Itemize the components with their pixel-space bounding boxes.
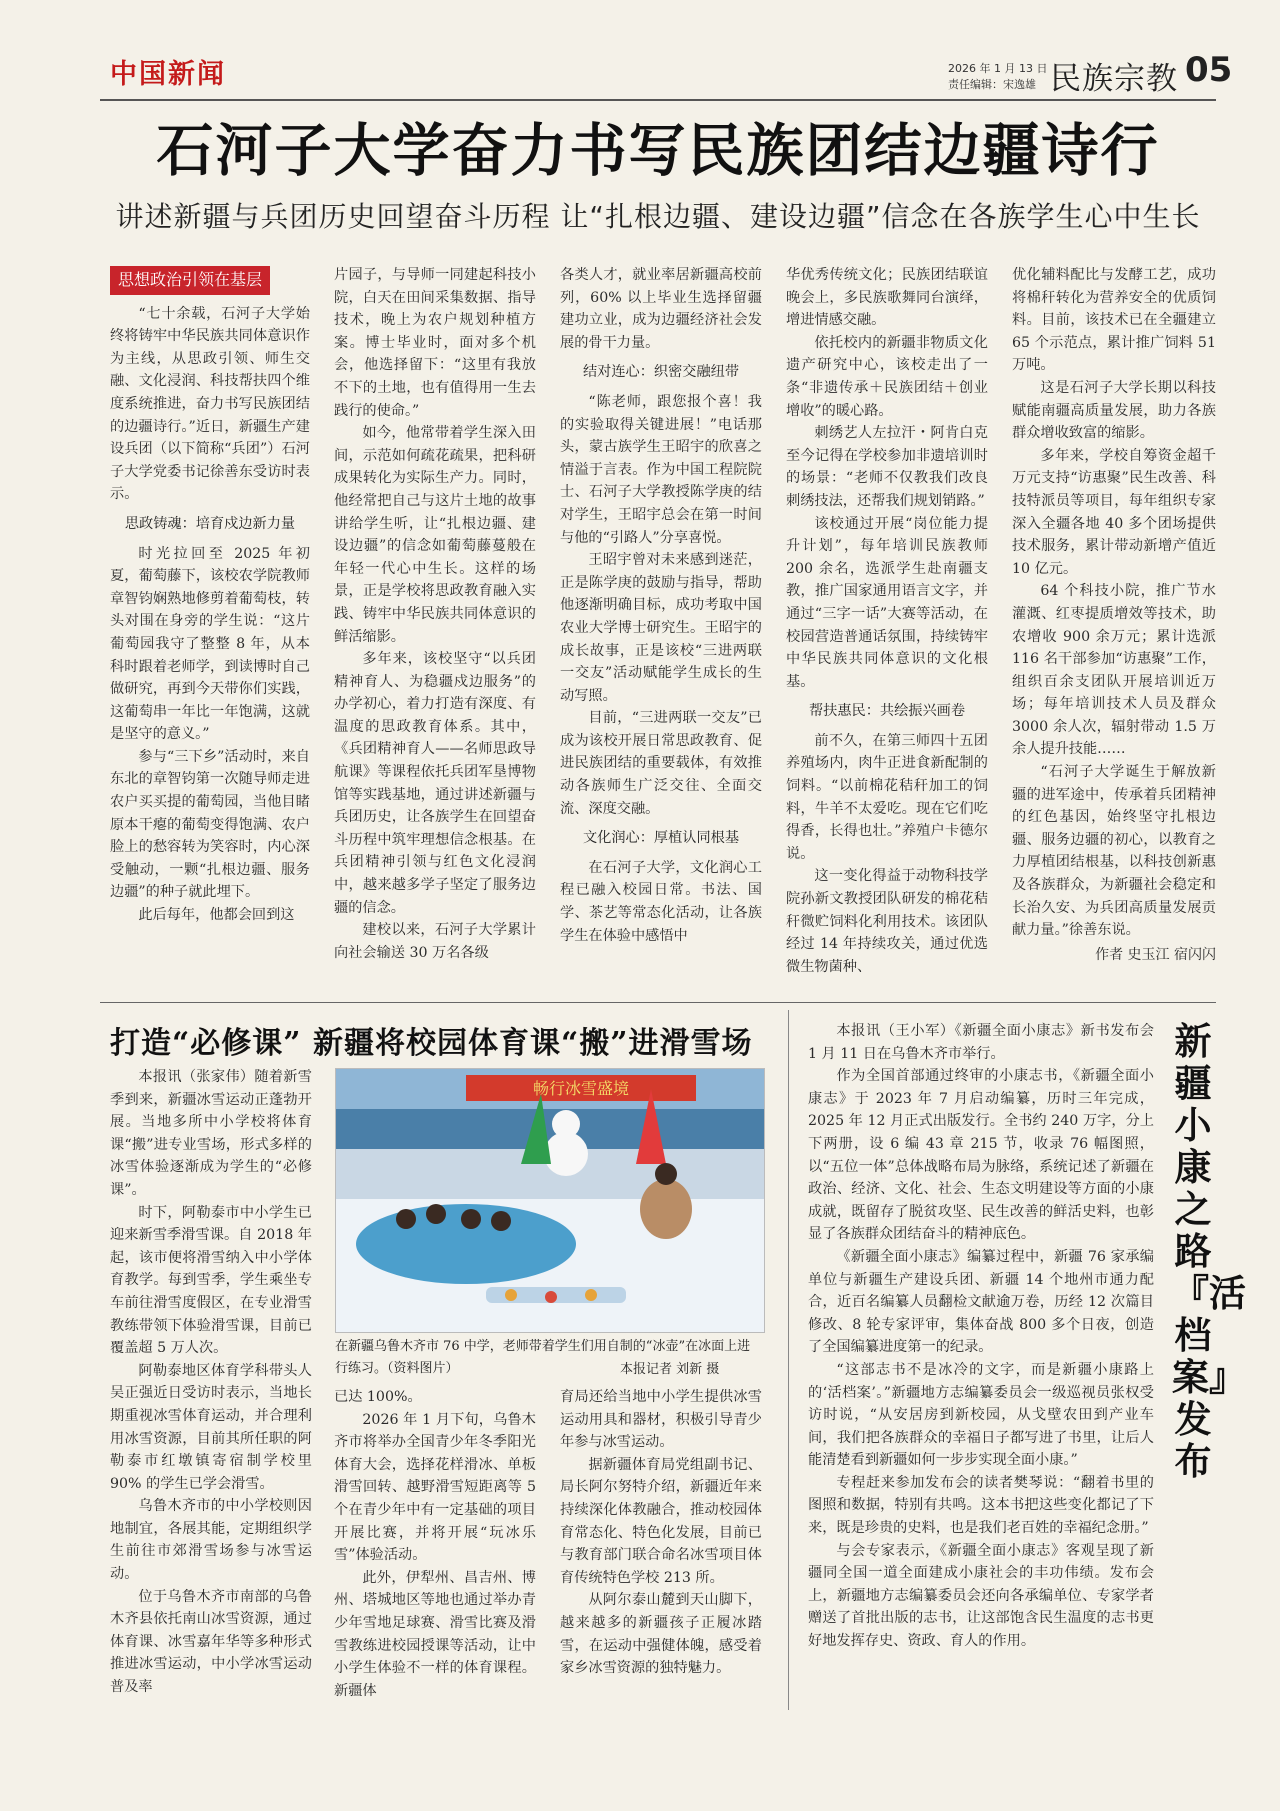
column-divider xyxy=(788,1010,789,1710)
paragraph: 建校以来，石河子大学累计向社会输送 30 万名各级 xyxy=(334,922,536,961)
section-name: 民族宗教 xyxy=(1050,61,1178,97)
issue-date: 2026 年 1 月 13 日 xyxy=(948,62,1048,75)
subheading: 帮扶惠民：共绘振兴画卷 xyxy=(808,703,966,720)
side-article-title: 新疆小康之路『活档案』发布 xyxy=(1172,1019,1246,1483)
subheading: 文化润心：厚植认同根基 xyxy=(582,830,740,847)
paragraph: 多年来，学校自筹资金超千万元支持“访惠聚”民生改善、科技特派员等项目，每年组织专家深入全疆各地 40 多个团场提供技术服务，累计带动新增产值近 10 亿元。 xyxy=(1012,447,1216,577)
ski-photo xyxy=(335,1068,765,1333)
page-number: 05 xyxy=(1185,50,1233,90)
paragraph: 这一变化得益于动物科技学院孙新文教授团队研发的棉花秸秆微贮饲料化利用技术。该团队经过 14 年持续攻关，通过优选微生物菌种、 xyxy=(786,868,988,975)
paragraph: 此外，伊犁州、昌吉州、博州、塔城地区等地也通过举办青少年雪地足球赛、滑雪比赛及滑雪教练进校园授课等活动，让中小学生体验不一样的体育课程。新疆体 xyxy=(334,1569,536,1699)
paragraph: 本报讯（张家伟）随着新雪季到来，新疆冰雪运动正蓬勃开展。当地多所中小学校将体育课“搬”进专业雪场，形式多样的冰雪体验逐渐成为学生的“必修课”。 xyxy=(110,1069,312,1198)
section-divider xyxy=(100,1002,1216,1003)
paragraph: 参与“三下乡”活动时，来自东北的章智钧第一次随导师走进农户买买提的葡萄园，当他目睹原本干瘪的葡萄变得饱满、农户脸上的愁容转为笑容时，内心深受触动，一颗“扎根边疆、服务边疆”的种子就此埋下。 xyxy=(110,748,310,901)
paragraph: 从阿尔泰山麓到天山脚下，越来越多的新疆孩子正履冰踏雪，在运动中强健体魄，感受着家乡冰雪资源的独特魅力。 xyxy=(560,1592,762,1677)
paragraph: 如今，他常带着学生深入田间，示范如何疏花疏果，把科研成果转化为实际生产力。同时，他经常把自己与这片土地的故事讲给学生听，让“扎根边疆、建设边疆”的信念如葡萄藤蔓般在年轻一代心中生长。这样的场景，正是学校将思政教育融入实践、铸牢中华民族共同体意识的鲜活缩影。 xyxy=(334,425,536,645)
paragraph: 作为全国首部通过终审的小康志书，《新疆全面小康志》于 2023 年 7 月启动编纂，历时三年完成，2025 年 12 月正式出版发行。全书约 240 万字，分上下两册，设 6 编 43 章 215 节，收录 76 幅图照，以“五位一体”总体战略布局为脉络，系统记述了新疆在政治、经济、文化、社会、生态文明建设等方面的小康成就，既留存了脱贫攻坚、民生改善的鲜活史料，也彰显了各族群众团结奋斗的精神底色。 xyxy=(808,1068,1154,1243)
paragraph: 本报讯（王小军）《新疆全面小康志》新书发布会 1 月 11 日在乌鲁木齐市举行。 xyxy=(808,1023,1154,1062)
paragraph: “七十余载，石河子大学始终将铸牢中华民族共同体意识作为主线，从思政引领、师生交融、文化浸润、科技帮扶四个维度系统推进，奋力书写民族团结的边疆诗行。”近日，新疆生产建设兵团（以下简称“兵团”）石河子大学党委书记徐善东受访时表示。 xyxy=(110,305,310,503)
paragraph: 该校通过开展“岗位能力提升计划”，每年培训民族教师 200 余名，选派学生赴南疆支教，推广国家通用语言文字，并通过“三字一话”大赛等活动，在校园营造普通话氛围，持续铸牢中华民族共同体意识的文化根基。 xyxy=(786,515,988,690)
paragraph: 2026 年 1 月下旬，乌鲁木齐市将举办全国青少年冬季阳光体育大会，选择花样滑冰、单板滑雪回转、越野滑雪短距离等 5 个在青少年中有一定基础的项目开展比赛，并将开展“玩冰乐雪”体验活动。 xyxy=(334,1411,536,1564)
lead-column-2 xyxy=(334,264,536,978)
paragraph: 各类人才，就业率居新疆高校前列，60% 以上毕业生选择留疆建功立业，成为边疆经济社会发展的骨干力量。 xyxy=(560,267,762,351)
side-article-body xyxy=(808,1020,1154,1710)
responsible-editor: 责任编辑：宋逸雄 xyxy=(948,78,1036,91)
paragraph: 王昭宇曾对未来感到迷茫，正是陈学庚的鼓励与指导，帮助他逐渐明确目标，成功考取中国农业大学博士研究生。王昭宇的成长故事，正是该校“三进两联一交友”活动赋能学生成长的生动写照。 xyxy=(560,552,762,704)
ski-column-2 xyxy=(334,1386,536,1706)
paragraph: 据新疆体育局党组副书记、局长阿尔努特介绍，新疆近年来持续深化体教融合，推动校园体育常态化、特色化发展，目前已与教育部门联合命名冰雪项目体育传统特色学校 213 所。 xyxy=(560,1456,762,1586)
lead-column-1 xyxy=(110,266,310,978)
lead-column-4 xyxy=(786,264,988,978)
paragraph: 专程赶来参加发布会的读者樊琴说：“翻着书里的图照和数据，特别有共鸣。这本书把这些变化都记了下来，既是珍贵的史料，也是我们老百姓的幸福纪念册。” xyxy=(808,1474,1154,1537)
paragraph: 《新疆全面小康志》编纂过程中，新疆 76 家承编单位与新疆生产建设兵团、新疆 14 个地州市通力配合，近百名编纂人员翻检文献逾万卷，历经 12 次篇目修改、8 轮专家评审，集体奋战 800 多个日夜，创造了全国编纂进度第一的纪录。 xyxy=(808,1248,1154,1356)
photo-credit: 本报记者 刘新 摄 xyxy=(620,1362,720,1377)
paragraph: 多年来，该校坚守“以兵团精神育人、为稳疆戍边服务”的办学初心，着力打造有深度、有温度的思政教育体系。其中，《兵团精神育人——名师思政导航课》等课程依托兵团军垦博物馆等实践基地，通过讲述新疆与兵团历史，让各族学生在回望奋斗历程中筑牢理想信念根基。在兵团精神引领与红色文化浸润中，越来越多学子坚定了服务边疆的信念。 xyxy=(334,651,536,916)
paragraph: 乌鲁木齐市的中小学校则因地制宜，各展其能，定期组织学生前往市郊滑雪场参与冰雪运动。 xyxy=(110,1498,312,1583)
paragraph: 优化辅料配比与发酵工艺，成功将棉秆转化为营养安全的优质饲料。目前，该技术已在全疆建立 65 个示范点，累计推广饲料 51 万吨。 xyxy=(1012,267,1216,374)
paragraph: 刺绣艺人左拉汗・阿肯白克至今记得在学校参加非遗培训时的场景：“老师不仅教我们改良刺绣技法，还帮我们规划销路。” xyxy=(786,425,988,509)
ski-article-title: 打造“必修课” 新疆将校园体育课“搬”进滑雪场 xyxy=(110,1026,753,1061)
ski-column-1 xyxy=(110,1066,312,1706)
lead-headline: 石河子大学奋力书写民族团结边疆诗行 xyxy=(156,117,1160,184)
paragraph: 位于乌鲁木齐市南部的乌鲁木齐县依托南山冰雪资源，通过体育课、冰雪嘉年华等多种形式推进冰雪运动，中小学冰雪运动普及率 xyxy=(110,1588,312,1696)
subheading: 结对连心：织密交融纽带 xyxy=(582,364,740,381)
ski-column-3 xyxy=(560,1386,762,1706)
paragraph: 已达 100%。 xyxy=(334,1389,422,1405)
lead-byline: 作者 史玉江 宿闪闪 xyxy=(1095,946,1216,963)
paragraph: 64 个科技小院，推广节水灌溉、红枣提质增效等技术，助农增收 900 余万元；累计选派 116 名干部参加“访惠聚”工作，组织百余支团队开展培训近万场；每年培训技术人员及群众 3000 余人次，辐射带动 1.5 万余人提升技能…… xyxy=(1012,583,1216,758)
paragraph: 时下，阿勒泰市中小学生已迎来新雪季滑雪课。自 2018 年起，该市便将滑雪纳入中小学体育教学。每到雪季，学生乘坐专车前往滑雪度假区，在专业滑雪教练带领下体验滑雪课，目前已覆盖超 5 万人次。 xyxy=(110,1204,312,1357)
paragraph: 在石河子大学，文化润心工程已融入校园日常。书法、国学、茶艺等常态化活动，让各族学生在体验中感悟中 xyxy=(560,859,762,944)
top-divider xyxy=(100,99,1216,101)
lead-subheadline: 讲述新疆与兵团历史回望奋斗历程 让“扎根边疆、建设边疆”信念在各族学生心中生长 xyxy=(115,200,1201,233)
paragraph: 华优秀传统文化；民族团结联谊晚会上，多民族歌舞同台演绎，增进情感交融。 xyxy=(786,267,988,329)
paragraph: 片园子，与导师一同建起科技小院，白天在田间采集数据、指导技术，晚上为农户规划种植方案。博士毕业时，面对多个机会，他选择留下：“这里有我放不下的土地，也有值得用一生去践行的使命。” xyxy=(334,267,536,419)
photo-caption: 在新疆乌鲁木齐市 76 中学，老师带着学生们用自制的“冰壶”在冰面上进行练习。（资料图片） xyxy=(335,1339,751,1376)
curling-practice-image xyxy=(336,1069,764,1332)
lead-column-3 xyxy=(560,264,762,978)
paragraph: 此后每年，他都会回到这 xyxy=(138,907,295,924)
paragraph: “石河子大学诞生于解放新疆的进军途中，传承着兵团精神的红色基因，始终坚守扎根边疆、服务边疆的初心，以教育之力厚植团结根基，以科技创新惠及各族群众，为新疆社会稳定和长治久安、为兵团高质量发展贡献力量。”徐善东说。 xyxy=(1012,764,1216,939)
photo-banner-text: 畅行冰雪盛境 xyxy=(532,1079,630,1098)
paragraph: 前不久，在第三师四十五团养殖场内，肉牛正进食新配制的饲料。“以前棉花秸秆加工的饲料，牛羊不太爱吃。现在它们吃得香，长得也壮。”养殖户卡德尔说。 xyxy=(786,732,988,862)
paragraph: 时光拉回至 2025 年初夏，葡萄藤下，该校农学院教师章智钧娴熟地修剪着葡萄枝，转头对围在身旁的学生说：“这片葡萄园我守了整整 8 年，从本科时跟着老师学，到读博时自己做研究，再到今天带你们实践，这葡萄串一年比一年饱满，这就是坚守的意义。” xyxy=(110,545,310,743)
paragraph: 与会专家表示，《新疆全面小康志》客观呈现了新疆同全国一道全面建成小康社会的丰功伟绩。发布会上，新疆地方志编纂委员会还向各承编单位、专家学者赠送了首批出版的志书，让这部饱含民生温度的志书更好地发挥存史、资政、育人的作用。 xyxy=(808,1542,1154,1650)
paragraph: “这部志书不是冰冷的文字，而是新疆小康路上的‘活档案’。”新疆地方志编纂委员会一级巡视员张权受访时说，“从安居房到新校园，从戈壁农田到产业车间，我们把各族群众的幸福日子都写进了书里，让后人能清楚看到新疆如何一步步实现全面小康。” xyxy=(808,1361,1154,1469)
paragraph: 依托校内的新疆非物质文化遗产研究中心，该校走出了一条“非遗传承＋民族团结＋创业增收”的暖心路。 xyxy=(786,334,988,419)
subheading: 思政铸魂：培育戍边新力量 xyxy=(124,515,296,532)
paragraph: “陈老师，跟您报个喜！我的实验取得关键进展！”电话那头，蒙古族学生王昭宇的欣喜之情溢于言表。作为中国工程院院士、石河子大学教授陈学庚的结对学生，王昭宇总会在第一时间与他的“引路人”分享喜悦。 xyxy=(560,393,762,546)
lead-column-5 xyxy=(1012,264,1216,978)
masthead-logo: 中国新闻 xyxy=(110,59,226,90)
paragraph: 目前，“三进两联一交友”已成为该校开展日常思政教育、促进民族团结的重要载体，有效推动各族师生广泛交往、全面交流、深度交融。 xyxy=(560,710,762,817)
paragraph: 育局还给当地中小学生提供冰雪运动用具和器材，积极引导青少年参与冰雪运动。 xyxy=(560,1389,762,1451)
paragraph: 阿勒泰地区体育学科带头人吴正强近日受访时表示，当地长期重视冰雪体育运动，并合理利用冰雪资源，目前其所任职的阿勒泰市红墩镇寄宿制学校里 90% 的学生已学会滑雪。 xyxy=(110,1362,312,1492)
section-tag: 思想政治引领在基层 xyxy=(110,266,270,295)
paragraph: 这是石河子大学长期以科技赋能南疆高质量发展，助力各族群众增收致富的缩影。 xyxy=(1012,379,1216,442)
